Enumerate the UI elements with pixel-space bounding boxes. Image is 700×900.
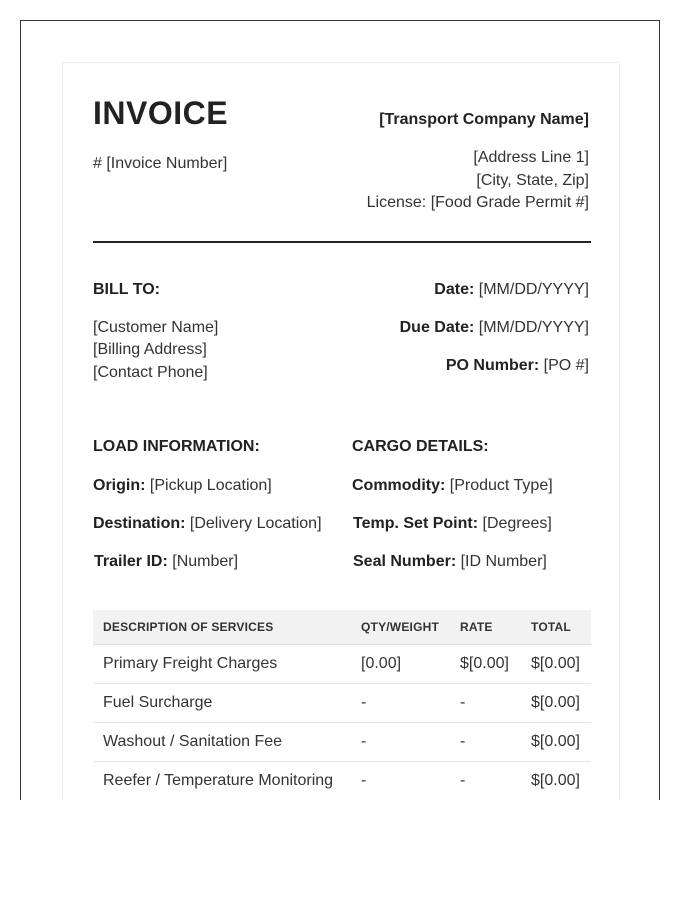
commodity-value: [Product Type] [449, 477, 553, 494]
row-total: $[0.00] [521, 762, 591, 801]
trailer-id-label: Trailer ID: [94, 553, 168, 570]
row-description: Washout / Sanitation Fee [93, 723, 351, 762]
date-value: [MM/DD/YYYY] [478, 281, 589, 298]
company-name: [Transport Company Name] [379, 111, 589, 128]
origin-value: [Pickup Location] [149, 477, 272, 494]
temp-set-point-label: Temp. Set Point: [353, 515, 479, 532]
date-label: Date: [434, 281, 475, 298]
services-table [93, 610, 591, 800]
row-total: $[0.00] [521, 645, 591, 684]
license-value: [Food Grade Permit #] [430, 194, 589, 211]
cargo-seal-number [353, 553, 547, 571]
row-description: Primary Freight Charges [93, 645, 351, 684]
po-number [446, 357, 589, 375]
load-destination [93, 515, 322, 533]
bill-to-contact-phone: [Contact Phone] [93, 364, 208, 381]
column-header-qty-weight: QTY/WEIGHT [351, 610, 450, 645]
seal-number-value: [ID Number] [460, 553, 547, 570]
header-divider [93, 241, 591, 243]
table-row [93, 645, 591, 684]
destination-label: Destination: [93, 515, 186, 532]
row-description: Reefer / Temperature Monitoring [93, 762, 351, 801]
column-header-rate: RATE [450, 610, 521, 645]
bill-to-customer-name: [Customer Name] [93, 319, 219, 336]
row-qty-weight: [0.00] [351, 645, 450, 684]
cargo-details-heading: CARGO DETAILS: [352, 438, 489, 455]
row-qty-weight: - [351, 723, 450, 762]
table-row [93, 723, 591, 762]
row-qty-weight: - [351, 762, 450, 801]
bill-to-billing-address: [Billing Address] [93, 341, 207, 358]
load-trailer-id [94, 553, 238, 571]
seal-number-label: Seal Number: [353, 553, 457, 570]
row-description: Fuel Surcharge [93, 684, 351, 723]
origin-label: Origin: [93, 477, 146, 494]
row-rate: $[0.00] [450, 645, 521, 684]
license-label: License: [366, 194, 427, 211]
row-qty-weight: - [351, 684, 450, 723]
invoice-due-date [400, 319, 589, 337]
row-total: $[0.00] [521, 723, 591, 762]
invoice-date [434, 281, 589, 299]
commodity-label: Commodity: [352, 477, 446, 494]
due-date-label: Due Date: [399, 319, 475, 336]
company-address-line-1: [Address Line 1] [473, 149, 589, 166]
po-number-value: [PO #] [543, 357, 589, 374]
destination-value: [Delivery Location] [189, 515, 322, 532]
company-license [367, 194, 589, 212]
row-total: $[0.00] [521, 684, 591, 723]
row-rate: - [450, 684, 521, 723]
po-number-label: PO Number: [445, 357, 540, 374]
load-information-heading: LOAD INFORMATION: [93, 438, 260, 455]
cargo-commodity [352, 477, 553, 495]
row-rate: - [450, 762, 521, 801]
table-row [93, 684, 591, 723]
load-origin [93, 477, 272, 495]
bill-to-heading: BILL TO: [93, 281, 160, 298]
row-rate: - [450, 723, 521, 762]
table-row [93, 762, 591, 801]
table-header-row [93, 610, 591, 645]
cargo-temp-set-point [353, 515, 552, 533]
trailer-id-value: [Number] [172, 553, 239, 570]
invoice-title: INVOICE [93, 95, 229, 131]
column-header-description: DESCRIPTION OF SERVICES [93, 610, 351, 645]
due-date-value: [MM/DD/YYYY] [478, 319, 589, 336]
invoice-document [62, 62, 620, 800]
column-header-total: TOTAL [521, 610, 591, 645]
temp-set-point-value: [Degrees] [482, 515, 552, 532]
invoice-number: # [Invoice Number] [93, 155, 228, 172]
page-sheet [20, 20, 660, 800]
company-city-state-zip: [City, State, Zip] [476, 172, 589, 189]
